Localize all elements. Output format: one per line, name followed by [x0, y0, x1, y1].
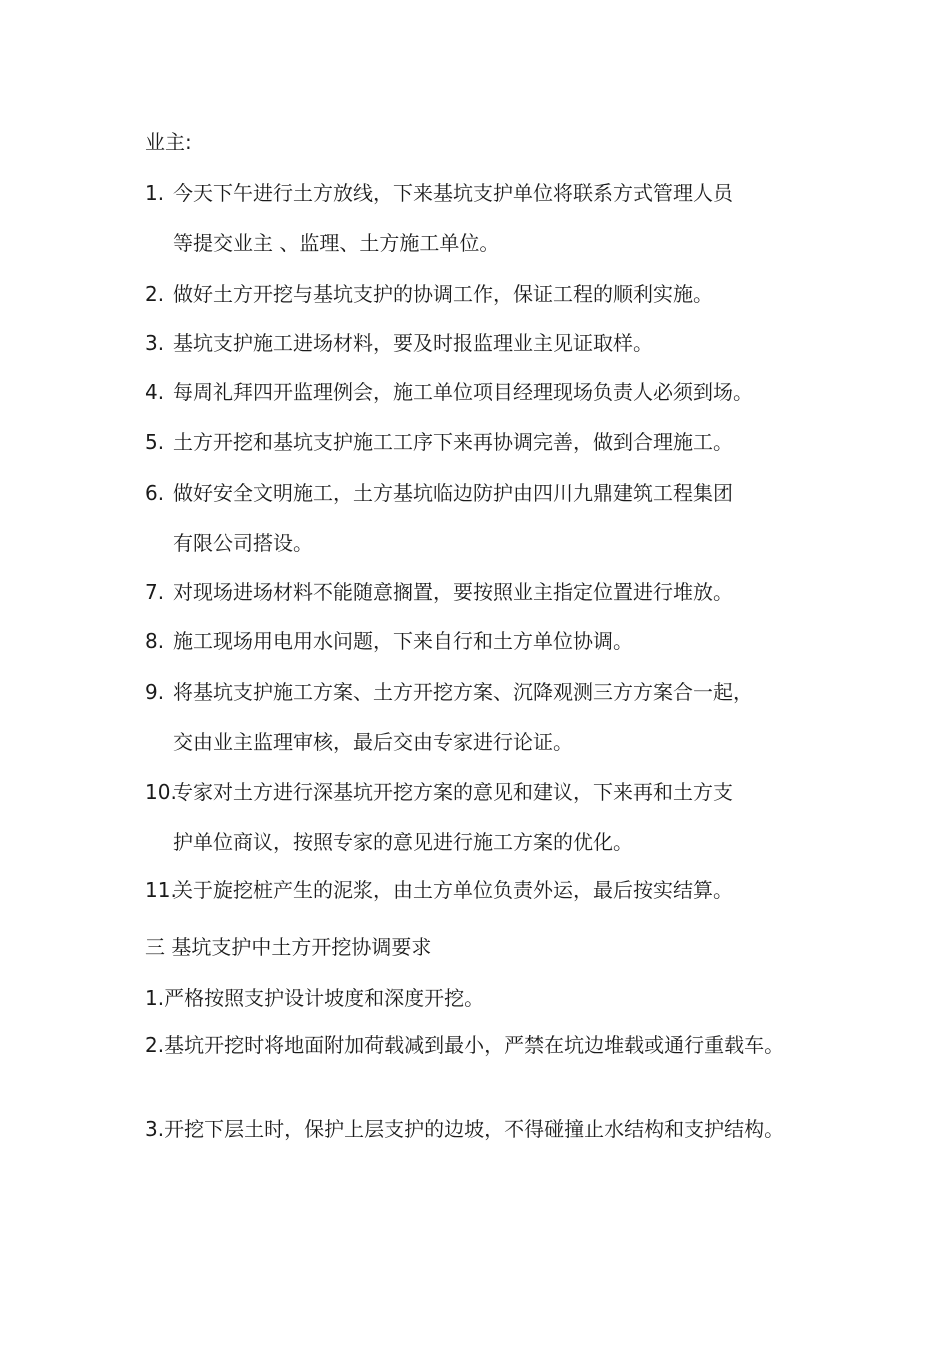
item-number: 5.: [145, 430, 165, 454]
item-text: 每周礼拜四开监理例会，施工单位项目经理现场负责人必须到场。: [173, 380, 753, 404]
item-text: 做好土方开挖与基坑支护的协调工作，保证工程的顺利实施。: [173, 282, 713, 306]
requirement-paragraph: 1.严格按照支护设计坡度和深度开挖。: [145, 986, 485, 1010]
item-number: 3.: [145, 331, 165, 355]
item-text: 关于旋挖桩产生的泥浆，由土方单位负责外运，最后按实结算。: [173, 878, 733, 902]
item-number: 4.: [145, 380, 165, 404]
item-number: 8.: [145, 629, 165, 653]
item-text-continued: 等提交业主 、监理、土方施工单位。: [173, 231, 500, 255]
item-text: 专家对土方进行深基坑开挖方案的意见和建议，下来再和土方支: [173, 780, 733, 804]
item-number: 9.: [145, 680, 165, 704]
item-text: 将基坑支护施工方案、土方开挖方案、沉降观测三方方案合一起，: [173, 680, 753, 704]
item-text: 基坑支护施工进场材料，要及时报监理业主见证取样。: [173, 331, 653, 355]
requirement-paragraph: 2.基坑开挖时将地面附加荷载减到最小，严禁在坑边堆载或通行重载车。: [145, 1033, 785, 1057]
item-text: 今天下午进行土方放线，下来基坑支护单位将联系方式管理人员: [173, 181, 733, 205]
item-text-continued: 交由业主监理审核，最后交由专家进行论证。: [173, 730, 573, 754]
item-text: 对现场进场材料不能随意搁置，要按照业主指定位置进行堆放。: [173, 580, 733, 604]
section-title: 三 基坑支护中土方开挖协调要求: [145, 935, 432, 959]
requirement-paragraph: 3.开挖下层土时，保护上层支护的边坡，不得碰撞止水结构和支护结构。: [145, 1117, 785, 1141]
item-number: 6.: [145, 481, 165, 505]
owner-heading: 业主:: [145, 130, 192, 154]
item-text: 做好安全文明施工，土方基坑临边防护由四川九鼎建筑工程集团: [173, 481, 733, 505]
item-number: 2.: [145, 282, 165, 306]
item-text-continued: 护单位商议，按照专家的意见进行施工方案的优化。: [173, 830, 633, 854]
item-number: 1.: [145, 181, 165, 205]
item-number: 7.: [145, 580, 165, 604]
item-text-continued: 有限公司搭设。: [173, 531, 313, 555]
item-text: 土方开挖和基坑支护施工工序下来再协调完善，做到合理施工。: [173, 430, 733, 454]
item-number: 11.: [145, 878, 177, 902]
item-text: 施工现场用电用水问题，下来自行和土方单位协调。: [173, 629, 633, 653]
item-number: 10.: [145, 780, 177, 804]
